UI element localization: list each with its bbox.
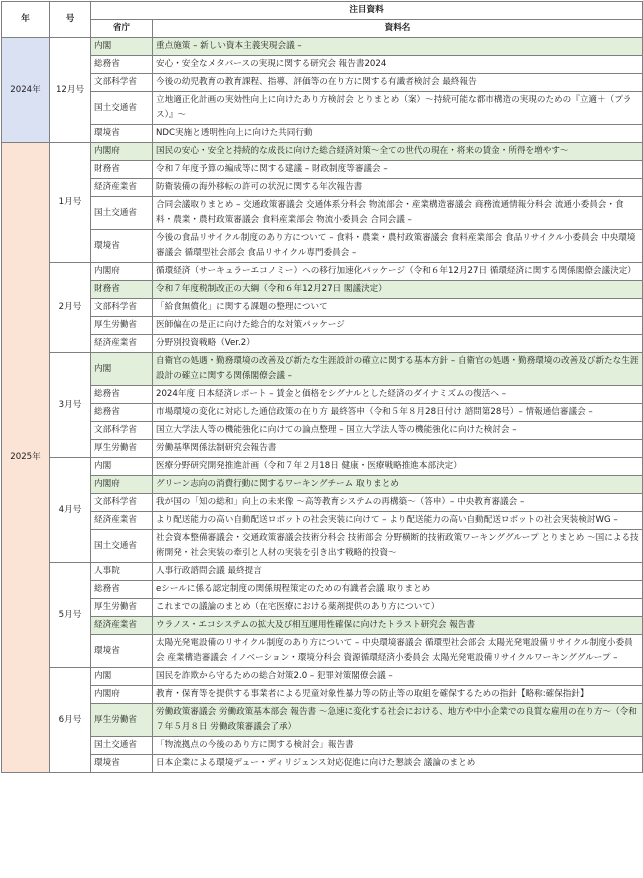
table-body — [2, 38, 643, 773]
ministry-cell: 内閣府 — [91, 263, 153, 281]
document-cell: 労働政策審議会 労働政策基本部会 報告書 ～急速に変化する社会における、地方や中小企業での良質な雇用の在り方～（令和７年５月８日 労働政策審議会了承） — [153, 704, 643, 737]
table-row — [2, 56, 643, 74]
ministry-cell: 財務省 — [91, 161, 153, 179]
document-cell: 社会資本整備審議会・交通政策審議会技術分科会 技術部会 分野横断的技術政策ワーキンググループ とりまとめ ～国による技術開発・社会実装の牽引と人材の実装を引き出す戦略的投資～ — [153, 530, 643, 563]
ministry-cell: 総務省 — [91, 56, 153, 74]
document-cell: 合同会議取りまとめ – 交通政策審議会 交通体系分科会 物流部会・産業構造審議会 商務流通情報分科会 流通小委員会・食料・農業・農村政策審議会 食料産業部会 物流小委員会 合同会議 – — [153, 197, 643, 230]
table-row — [2, 581, 643, 599]
document-cell: 「物流拠点の今後のあり方に関する検討会」報告書 — [153, 737, 643, 755]
document-cell: 国立大学法人等の機能強化に向けての論点整理 – 国立大学法人等の機能強化に向けた検討会 – — [153, 422, 643, 440]
ministry-cell: 内閣府 — [91, 476, 153, 494]
table-row — [2, 458, 643, 476]
ministry-cell: 内閣 — [91, 458, 153, 476]
document-cell: eシールに係る認定制度の関係規程策定のための有識者会議 取りまとめ — [153, 581, 643, 599]
document-cell: 防衛装備の海外移転の許可の状況に関する年次報告書 — [153, 179, 643, 197]
document-cell: 国民を詐欺から守るための総合対策2.0 – 犯罪対策閣僚会議 – — [153, 668, 643, 686]
issue-cell: 2月号 — [50, 263, 91, 353]
ministry-cell: 経済産業省 — [91, 617, 153, 635]
table-row — [2, 530, 643, 563]
table-row — [2, 335, 643, 353]
ministry-cell: 総務省 — [91, 581, 153, 599]
table-row — [2, 404, 643, 422]
table-row — [2, 737, 643, 755]
document-cell: 重点施策 – 新しい資本主義実現会議 – — [153, 38, 643, 56]
document-cell: 令和７年度予算の編成等に関する建議 – 財政制度等審議会 – — [153, 161, 643, 179]
ministry-cell: 文部科学省 — [91, 299, 153, 317]
document-cell: 我が国の「知の総和」向上の未来像 ～高等教育システムの再構築～（答申）– 中央教育審議会 – — [153, 494, 643, 512]
header-row-1 — [2, 2, 643, 20]
table-row — [2, 563, 643, 581]
ministry-cell: 国土交通省 — [91, 737, 153, 755]
table-row — [2, 512, 643, 530]
document-cell: 教育・保育等を提供する事業者による児童対象性暴力等の防止等の取組を確保するための指針【略称:確保指針】 — [153, 686, 643, 704]
table-row — [2, 494, 643, 512]
table-row — [2, 704, 643, 737]
ministry-cell: 環境省 — [91, 635, 153, 668]
document-cell: 日本企業による環境デュー・ディリジェンス対応促進に向けた懇談会 議論のまとめ — [153, 755, 643, 773]
document-cell: 2024年度 日本経済レポート – 賃金と価格をシグナルとした経済のダイナミズムの復活へ – — [153, 386, 643, 404]
table-row — [2, 38, 643, 56]
ministry-cell: 内閣 — [91, 668, 153, 686]
table-row — [2, 230, 643, 263]
table-row — [2, 353, 643, 386]
year-cell: 2025年 — [2, 143, 50, 773]
table-row — [2, 143, 643, 161]
table-row — [2, 386, 643, 404]
ministry-cell: 厚生労働省 — [91, 599, 153, 617]
year-header: 年 — [2, 2, 50, 38]
table-row — [2, 317, 643, 335]
issue-cell: 5月号 — [50, 563, 91, 668]
ministry-cell: 経済産業省 — [91, 512, 153, 530]
table-row — [2, 299, 643, 317]
document-cell: 医療分野研究開発推進計画（令和７年２月18日 健康・医療戦略推進本部決定） — [153, 458, 643, 476]
document-cell: NDC実施と透明性向上に向けた共同行動 — [153, 125, 643, 143]
document-cell: より配送能力の高い自動配送ロボットの社会実装に向けて – より配送能力の高い自動配送ロボットの社会実装検討WG – — [153, 512, 643, 530]
table-row — [2, 599, 643, 617]
year-cell: 2024年 — [2, 38, 50, 143]
issue-cell: 3月号 — [50, 353, 91, 458]
document-cell: 医師偏在の是正に向けた総合的な対策パッケージ — [153, 317, 643, 335]
document-cell: 国民の安心・安全と持続的な成長に向けた総合経済対策～全ての世代の現在・将来の賃金・所得を増やす～ — [153, 143, 643, 161]
document-cell: 今後の幼児教育の教育課程、指導、評価等の在り方に関する有識者検討会 最終報告 — [153, 74, 643, 92]
ministry-cell: 厚生労働省 — [91, 440, 153, 458]
document-cell: これまでの議論のまとめ（在宅医療における薬剤提供のあり方について） — [153, 599, 643, 617]
ministry-cell: 文部科学省 — [91, 74, 153, 92]
featured-header: 注目資料 — [91, 2, 643, 20]
table-row — [2, 635, 643, 668]
table-row — [2, 179, 643, 197]
table-row — [2, 92, 643, 125]
table-row — [2, 755, 643, 773]
featured-documents-table — [1, 1, 643, 773]
document-cell: 立地適正化計画の実効性向上に向けたあり方検討会 とりまとめ（案）～持続可能な都市構造の実現のための『立適＋（プラス）』～ — [153, 92, 643, 125]
document-cell: 太陽光発電設備のリサイクル制度のあり方について – 中央環境審議会 循環型社会部会 太陽光発電設備リサイクル制度小委員会 産業構造審議会 イノベーション・環境分科会 資源循環経済小委員会 太陽光発電設備リサイクルワーキンググループ – — [153, 635, 643, 668]
issue-cell: 12月号 — [50, 38, 91, 143]
document-cell: 人事行政諮問会議 最終提言 — [153, 563, 643, 581]
header-row-2 — [2, 20, 643, 38]
ministry-cell: 国土交通省 — [91, 92, 153, 125]
issue-cell: 4月号 — [50, 458, 91, 563]
document-cell: 今後の食品リサイクル制度のあり方について – 食料・農業・農村政策審議会 食料産業部会 食品リサイクル小委員会 中央環境審議会 循環型社会部会 食品リサイクル専門委員会 – — [153, 230, 643, 263]
ministry-cell: 内閣府 — [91, 686, 153, 704]
table-row — [2, 281, 643, 299]
table-row — [2, 686, 643, 704]
ministry-cell: 国土交通省 — [91, 530, 153, 563]
ministry-cell: 環境省 — [91, 125, 153, 143]
ministry-cell: 内閣 — [91, 38, 153, 56]
ministry-cell: 国土交通省 — [91, 197, 153, 230]
document-cell: ウラノス・エコシステムの拡大及び相互運用性確保に向けたトラスト研究会 報告書 — [153, 617, 643, 635]
table-row — [2, 422, 643, 440]
table-row — [2, 617, 643, 635]
ministry-cell: 総務省 — [91, 386, 153, 404]
ministry-cell: 経済産業省 — [91, 335, 153, 353]
document-cell: 市場環境の変化に対応した通信政策の在り方 最終答申（令和５年８月28日付け 諮問第28号）– 情報通信審議会 – — [153, 404, 643, 422]
ministry-cell: 内閣府 — [91, 143, 153, 161]
document-cell: 循環経済（サーキュラーエコノミー）への移行加速化パッケージ（令和６年12月27日 循環経済に関する関係閣僚会議決定） — [153, 263, 643, 281]
table-row — [2, 668, 643, 686]
ministry-cell: 人事院 — [91, 563, 153, 581]
ministry-cell: 経済産業省 — [91, 179, 153, 197]
table-row — [2, 197, 643, 230]
issue-cell: 1月号 — [50, 143, 91, 263]
ministry-cell: 文部科学省 — [91, 422, 153, 440]
document-cell: 「給食無償化」に関する課題の整理について — [153, 299, 643, 317]
ministry-cell: 文部科学省 — [91, 494, 153, 512]
ministry-cell: 総務省 — [91, 404, 153, 422]
ministry-cell: 環境省 — [91, 230, 153, 263]
document-cell: グリーン志向の消費行動に関するワーキングチーム 取りまとめ — [153, 476, 643, 494]
ministry-cell: 厚生労働省 — [91, 317, 153, 335]
ministry-cell: 厚生労働省 — [91, 704, 153, 737]
document-cell: 自衛官の処遇・勤務環境の改善及び新たな生涯設計の確立に関する基本方針 – 自衛官の処遇・勤務環境の改善及び新たな生涯設計の確立に関する関係閣僚会議 – — [153, 353, 643, 386]
ministry-cell: 内閣 — [91, 353, 153, 386]
table-row — [2, 440, 643, 458]
ministry-cell: 環境省 — [91, 755, 153, 773]
document-cell: 令和７年度税制改正の大綱（令和６年12月27日 閣議決定） — [153, 281, 643, 299]
table-row — [2, 263, 643, 281]
document-cell: 労働基準関係法制研究会報告書 — [153, 440, 643, 458]
table-row — [2, 125, 643, 143]
table-row — [2, 74, 643, 92]
issue-header: 号 — [50, 2, 91, 38]
ministry-cell: 財務省 — [91, 281, 153, 299]
document-cell: 分野別投資戦略（Ver.2） — [153, 335, 643, 353]
issue-cell: 6月号 — [50, 668, 91, 773]
table-row — [2, 476, 643, 494]
table-row — [2, 161, 643, 179]
document-header: 資料名 — [153, 20, 643, 38]
document-cell: 安心・安全なメタバースの実現に関する研究会 報告書2024 — [153, 56, 643, 74]
ministry-header: 省庁 — [91, 20, 153, 38]
